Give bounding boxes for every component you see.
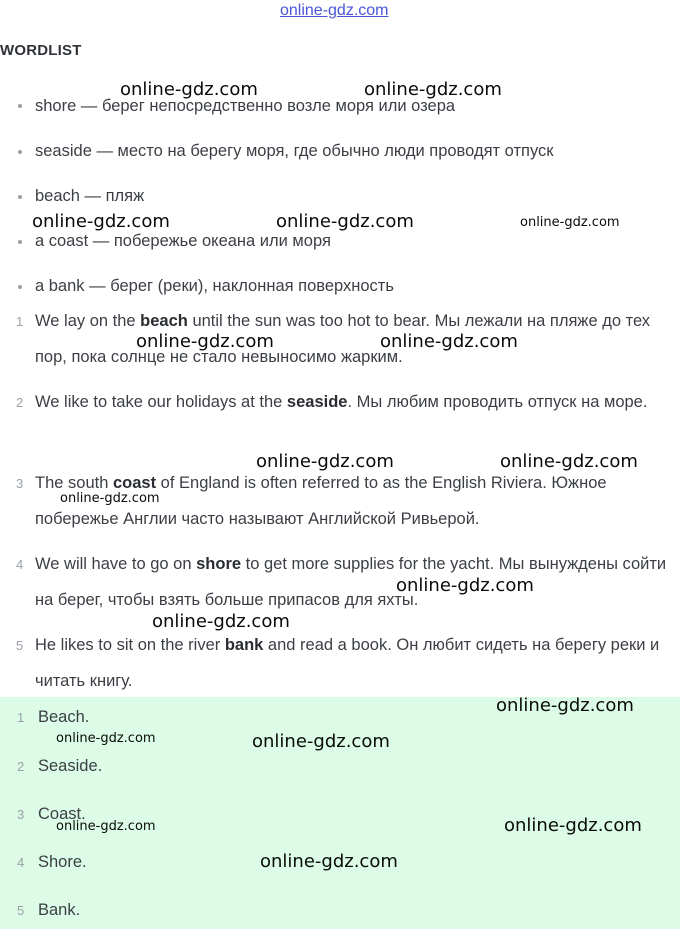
sentence-text: We will have to go on	[35, 555, 197, 573]
watermark: online-gdz.com	[364, 79, 502, 100]
wordlist-heading: WORDLIST	[0, 42, 82, 59]
watermark: online-gdz.com	[120, 79, 258, 100]
bullet-icon	[18, 104, 22, 108]
answer-number: 3	[17, 807, 25, 822]
watermark: online-gdz.com	[380, 331, 518, 352]
sentence-text: We like to take our holidays at the	[35, 393, 287, 411]
sentence-text: He likes to sit on the river	[35, 636, 225, 654]
sentence-number: 4	[16, 557, 24, 572]
watermark: online-gdz.com	[504, 815, 642, 836]
watermark: online-gdz.com	[136, 331, 274, 352]
example-sentence	[35, 384, 675, 420]
answer-number: 5	[17, 903, 25, 918]
example-sentence	[35, 303, 675, 375]
sentence-number: 2	[16, 395, 24, 410]
watermark: online-gdz.com	[496, 695, 634, 716]
watermark: online-gdz.com	[56, 731, 156, 746]
answer-text: Beach.	[38, 708, 90, 726]
watermark: online-gdz.com	[56, 819, 156, 834]
answer-text: Shore.	[38, 853, 87, 871]
watermark: online-gdz.com	[500, 451, 638, 472]
sentence-text: We lay on the	[35, 312, 141, 330]
sentence-text: . Мы любим проводить отпуск на море.	[347, 393, 648, 411]
sentence-number: 1	[16, 314, 24, 329]
wordlist-item: a bank — берег (реки), наклонная поверхность	[35, 277, 394, 295]
watermark: online-gdz.com	[152, 611, 290, 632]
sentence-keyword: shore	[196, 555, 242, 573]
watermark: online-gdz.com	[60, 491, 160, 506]
sentence-text: and read a book. Он любит сидеть на берегу реки и читать книгу.	[35, 636, 660, 690]
watermark: online-gdz.com	[252, 731, 390, 752]
bullet-icon	[18, 195, 22, 199]
watermark: online-gdz.com	[256, 451, 394, 472]
sentence-text: to get more supplies for the yacht. Мы вынуждены сойти на берег, чтобы взять больше припасов для яхты.	[35, 555, 667, 609]
bullet-icon	[18, 150, 22, 154]
sentence-text: until the sun was too hot to bear. Мы лежали на пляже до тех пор, пока солнце не стало невыносимо жарким.	[35, 312, 651, 366]
watermark: online-gdz.com	[32, 211, 170, 232]
watermark: online-gdz.com	[276, 211, 414, 232]
sentence-keyword: beach	[140, 312, 188, 330]
wordlist-item: shore — берег непосредственно возле моря или озера	[35, 97, 456, 115]
answer-number: 2	[17, 759, 25, 774]
sentence-number: 3	[16, 476, 24, 491]
sentence-keyword: bank	[224, 636, 264, 654]
site-link-top[interactable]: online-gdz.com	[280, 2, 389, 19]
sentence-keyword: coast	[112, 474, 157, 492]
watermark: online-gdz.com	[520, 215, 620, 230]
watermark: online-gdz.com	[260, 851, 398, 872]
wordlist-item: seaside — место на берегу моря, где обычно люди проводят отпуск	[35, 142, 554, 160]
bullet-icon	[18, 240, 22, 244]
sentence-text: The south	[35, 474, 113, 492]
answer-number: 1	[17, 710, 25, 725]
sentence-keyword: seaside	[286, 393, 348, 411]
answer-text: Bank.	[38, 901, 81, 919]
answer-text: Seaside.	[38, 757, 103, 775]
answer-number: 4	[17, 855, 25, 870]
sentence-text: of England is often referred to as the English Riviera. Южное побережье Англии часто называют Английской Ривьерой.	[35, 474, 607, 528]
sentence-number: 5	[16, 638, 24, 653]
example-sentence	[35, 546, 675, 618]
example-sentence	[35, 627, 675, 699]
answer-text: Coast.	[38, 805, 86, 823]
wordlist-item: beach — пляж	[35, 187, 145, 205]
watermark: online-gdz.com	[396, 575, 534, 596]
wordlist-item: a coast — побережье океана или моря	[35, 232, 331, 250]
bullet-icon	[18, 285, 22, 289]
